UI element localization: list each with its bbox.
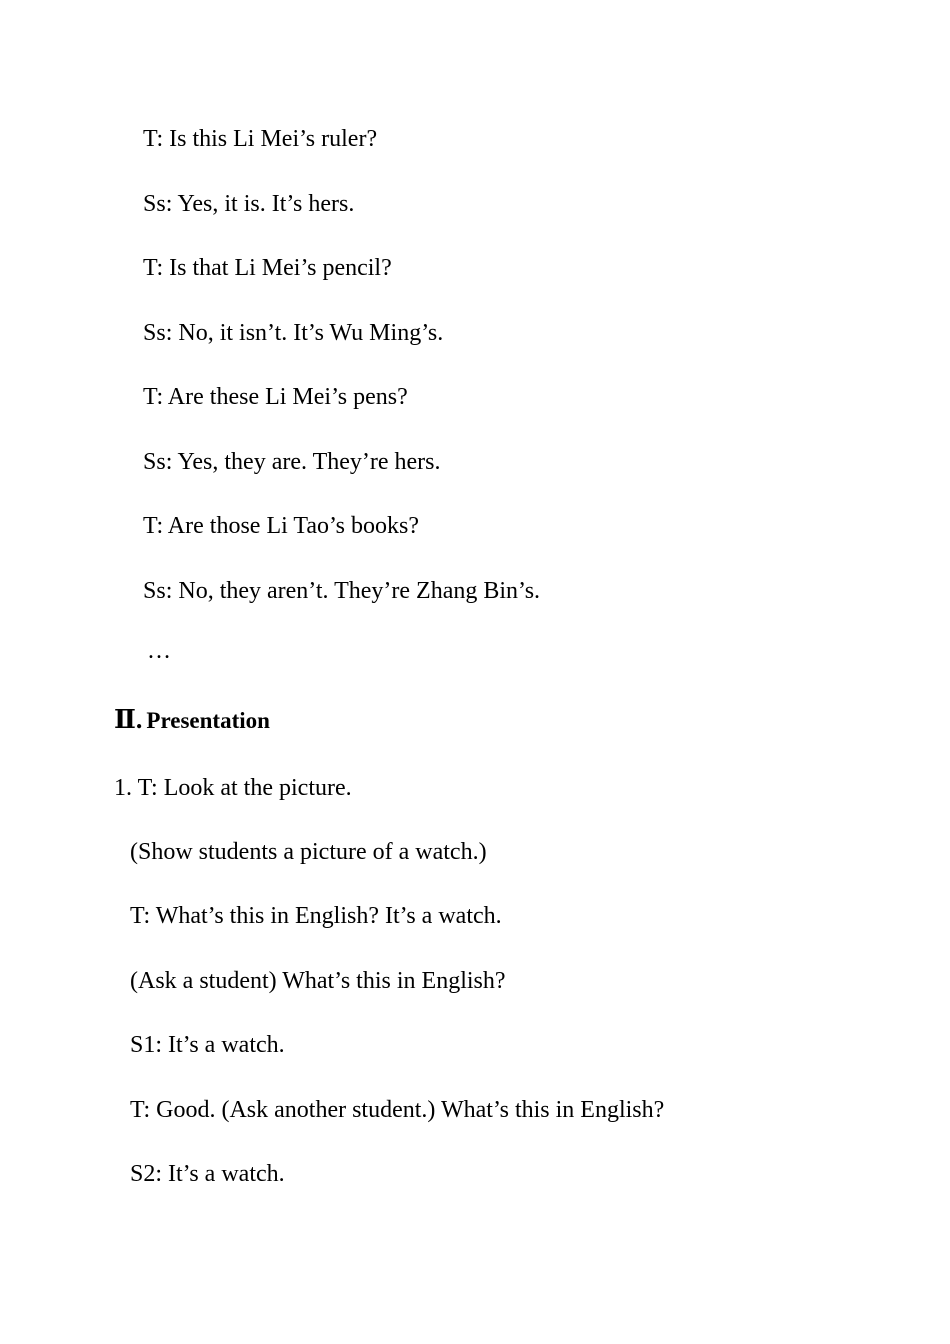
dialogue-line-3: T: Is that Li Mei’s pencil? [143, 255, 392, 281]
dialogue-line-8: Ss: No, they aren’t. They’re Zhang Bin’s. [143, 578, 541, 604]
dialogue-line-6: Ss: Yes, they are. They’re hers. [143, 449, 441, 475]
dialogue-line-7: T: Are those Li Tao’s books? [143, 513, 419, 539]
presentation-line-4: (Ask a student) What’s this in English? [130, 968, 506, 994]
presentation-line-2: (Show students a picture of a watch.) [130, 839, 487, 865]
section-numeral: Ⅱ. [114, 705, 143, 734]
presentation-line-1: 1. T: Look at the picture. [114, 775, 352, 801]
presentation-line-7: S2: It’s a watch. [130, 1161, 285, 1187]
dialogue-line-5: T: Are these Li Mei’s pens? [143, 384, 408, 410]
dialogue-line-1: T: Is this Li Mei’s ruler? [143, 126, 378, 152]
presentation-line-5: S1: It’s a watch. [130, 1032, 285, 1058]
section-title: Presentation [146, 708, 270, 733]
dialogue-line-4: Ss: No, it isn’t. It’s Wu Ming’s. [143, 320, 444, 346]
section-heading [114, 705, 270, 739]
dialogue-line-2: Ss: Yes, it is. It’s hers. [143, 191, 355, 217]
presentation-line-6: T: Good. (Ask another student.) What’s this in English? [130, 1097, 665, 1123]
presentation-line-3: T: What’s this in English? It’s a watch. [130, 903, 502, 929]
dialogue-ellipsis: … [147, 638, 171, 664]
